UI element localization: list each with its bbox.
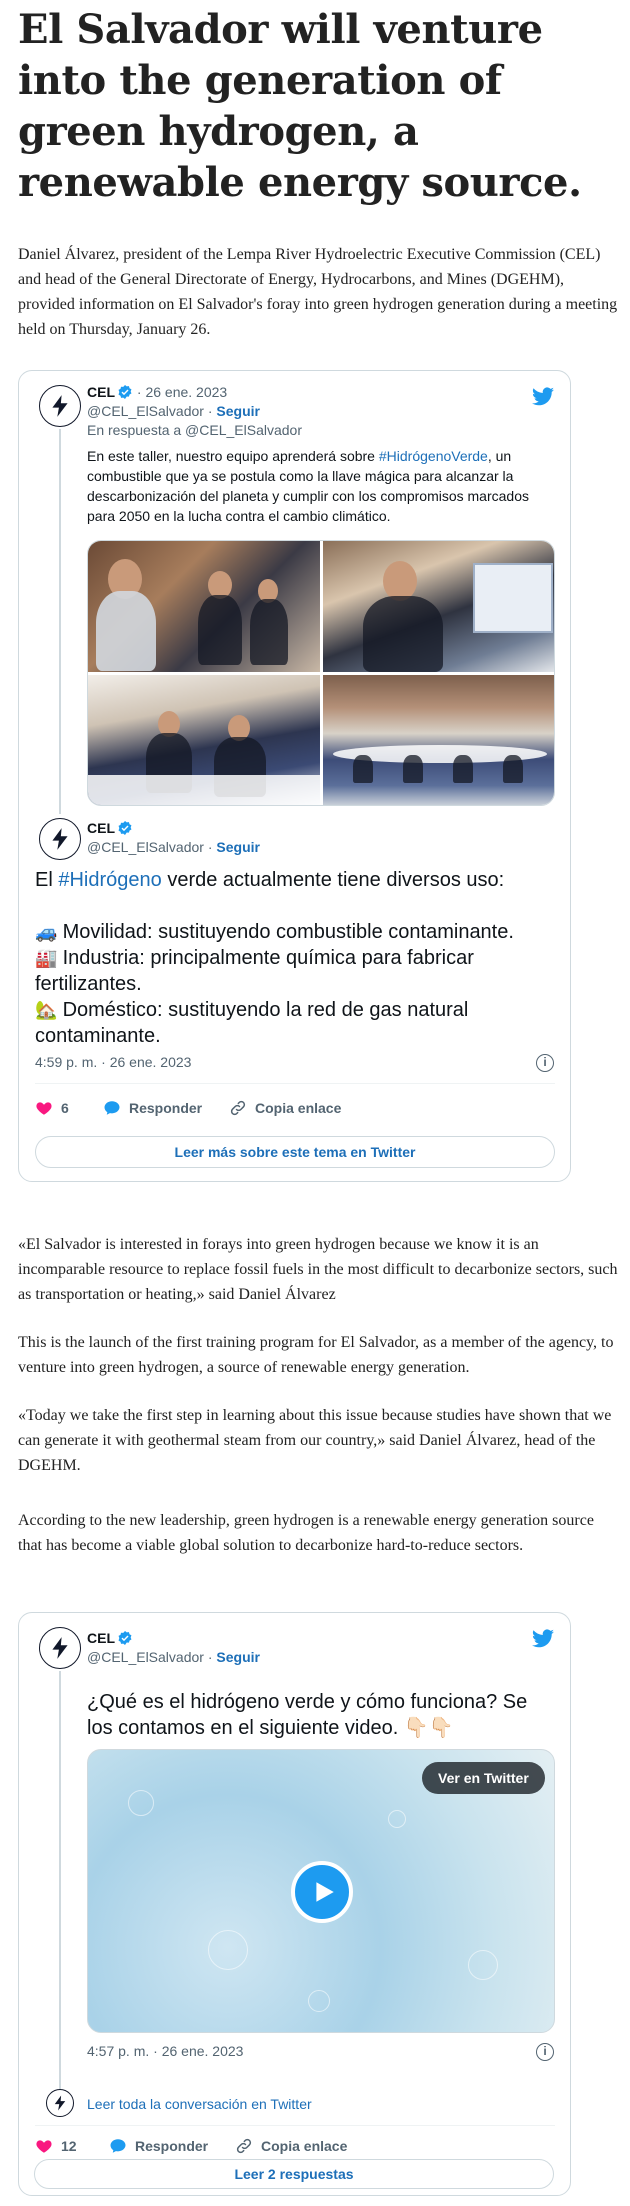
factory-emoji: 🏭 bbox=[35, 948, 58, 968]
like-count: 12 bbox=[61, 2138, 77, 2154]
cel-avatar-small[interactable] bbox=[46, 2089, 74, 2117]
article-intro: Daniel Álvarez, president of the Lempa River Hydroelectric Executive Commission (CEL) and head of the General Directorate of Energy, Hydrocarbons, and Mines (DGEHM), provided information on El Salvador's foray into green hydrogen generation during a meeting held on Thursday, January 26. bbox=[18, 246, 618, 338]
photo-workshop-1[interactable] bbox=[88, 541, 320, 672]
author-name[interactable]: CEL bbox=[87, 1630, 115, 1646]
use-industry: Industria: principalmente química para fabricar fertilizantes. bbox=[35, 947, 474, 995]
hashtag-link[interactable]: #HidrógenoVerde bbox=[378, 448, 488, 464]
author-handle[interactable]: @CEL_ElSalvador bbox=[87, 403, 204, 419]
tweet-header bbox=[87, 1629, 260, 1667]
read-conversation-link[interactable]: Leer toda la conversación en Twitter bbox=[87, 2096, 312, 2112]
tweet-text-part: El bbox=[35, 869, 59, 891]
article-headline: El Salvador will venture into the generation of green hydrogen, a renewable energy source. bbox=[18, 6, 582, 206]
cel-avatar[interactable] bbox=[39, 385, 81, 427]
cel-avatar[interactable] bbox=[39, 1627, 81, 1669]
separator-dot: · bbox=[203, 403, 217, 419]
divider bbox=[35, 2125, 555, 2126]
embedded-tweet-video bbox=[18, 1612, 571, 2196]
follow-button[interactable]: Seguir bbox=[216, 403, 260, 419]
lightning-logo-icon bbox=[47, 393, 73, 419]
read-replies-button[interactable]: Leer 2 respuestas bbox=[34, 2159, 554, 2189]
read-more-button[interactable]: Leer más sobre este tema en Twitter bbox=[35, 1136, 555, 1168]
follow-button[interactable]: Seguir bbox=[216, 1649, 260, 1665]
copy-link-label: Copia enlace bbox=[255, 1100, 342, 1116]
copy-link-button[interactable] bbox=[229, 1099, 341, 1117]
reply-to-label[interactable]: En respuesta a @CEL_ElSalvador bbox=[87, 422, 302, 438]
reply-bubble-icon bbox=[103, 1099, 121, 1117]
link-icon bbox=[229, 1099, 247, 1117]
copy-link-label: Copia enlace bbox=[261, 2138, 348, 2154]
twitter-bird-icon[interactable] bbox=[531, 385, 555, 409]
article-paragraph-2: This is the launch of the first training program for El Salvador, as a member of the agency, to venture into green hydrogen, a source of renewable energy generation. bbox=[18, 1334, 614, 1376]
parent-tweet-text bbox=[87, 446, 555, 526]
separator-dot: · bbox=[203, 839, 217, 855]
car-emoji: 🚙 bbox=[35, 922, 58, 942]
tweet-text-part: En este taller, nuestro equipo aprenderá sobre bbox=[87, 448, 379, 464]
tweet-date[interactable]: · 26 ene. 2023 bbox=[136, 384, 228, 400]
heart-icon bbox=[35, 1099, 53, 1117]
play-button[interactable] bbox=[291, 1861, 353, 1923]
tweet-text: ¿Qué es el hidrógeno verde y cómo funciona? Se los contamos en el siguiente video. 👇🏻👇🏻 bbox=[87, 1691, 528, 1739]
video-player[interactable] bbox=[87, 1749, 555, 2033]
twitter-bird-icon[interactable] bbox=[531, 1627, 555, 1651]
thread-line bbox=[59, 429, 61, 814]
article-quote-2: «Today we take the first step in learning about this issue because studies have shown that we can generate it with geothermal steam from our country,» said Daniel Álvarez, head of the DGEHM. bbox=[18, 1407, 612, 1474]
reply-bubble-icon bbox=[109, 2137, 127, 2155]
divider bbox=[35, 1083, 555, 1084]
author-handle[interactable]: @CEL_ElSalvador bbox=[87, 1649, 204, 1665]
tweet-timestamp[interactable]: 4:57 p. m. · 26 ene. 2023 bbox=[87, 2043, 244, 2059]
hashtag-link[interactable]: #Hidrógeno bbox=[58, 869, 162, 891]
photo-grid bbox=[87, 540, 555, 806]
like-button[interactable] bbox=[35, 2137, 77, 2155]
main-tweet-text bbox=[35, 867, 555, 1049]
verified-badge-icon bbox=[117, 820, 133, 836]
lightning-logo-icon bbox=[47, 1635, 73, 1661]
use-mobility: Movilidad: sustituyendo combustible contaminante. bbox=[62, 921, 514, 943]
reply-label: Responder bbox=[129, 1100, 203, 1116]
article-quote-1: «El Salvador is interested in forays into green hydrogen because we know it is an incomparable resource to replace fossil fuels in the most difficult to decarbonize sectors, such as transportation or heating,» said Daniel Álvarez bbox=[18, 1236, 618, 1303]
main-tweet-header bbox=[87, 819, 260, 857]
lightning-logo-icon bbox=[51, 2094, 69, 2112]
reply-label: Responder bbox=[135, 2138, 209, 2154]
photo-workshop-3[interactable] bbox=[88, 675, 320, 806]
cel-avatar[interactable] bbox=[39, 818, 81, 860]
author-name[interactable]: CEL bbox=[87, 384, 115, 400]
link-icon bbox=[235, 2137, 253, 2155]
parent-tweet-header bbox=[87, 383, 302, 440]
copy-link-button[interactable] bbox=[235, 2137, 347, 2155]
reply-button[interactable] bbox=[109, 2137, 208, 2155]
tweet-text-part: verde actualmente tiene diversos uso: bbox=[161, 869, 505, 891]
photo-workshop-2[interactable] bbox=[323, 541, 555, 672]
embedded-tweet-thread bbox=[18, 370, 571, 1182]
heart-icon bbox=[35, 2137, 53, 2155]
play-icon bbox=[311, 1879, 337, 1905]
reply-button[interactable] bbox=[103, 1099, 202, 1117]
thread-line bbox=[59, 1671, 61, 2089]
author-handle[interactable]: @CEL_ElSalvador bbox=[87, 839, 204, 855]
info-icon[interactable]: i bbox=[536, 2043, 554, 2061]
like-count: 6 bbox=[61, 1100, 69, 1116]
use-domestic: Doméstico: sustituyendo la red de gas natural contaminante. bbox=[35, 999, 469, 1047]
lightning-logo-icon bbox=[47, 826, 73, 852]
tweet-text-part: , un combustible que ya se postula como la llave mágica para alcanzar la descarbonización del planeta y cumplir con los compromisos marcados para 2050 en la lucha contra el cambio climático. bbox=[87, 448, 529, 524]
house-emoji: 🏡 bbox=[35, 1000, 58, 1020]
follow-button[interactable]: Seguir bbox=[216, 839, 260, 855]
like-button[interactable] bbox=[35, 1099, 69, 1117]
verified-badge-icon bbox=[117, 1630, 133, 1646]
verified-badge-icon bbox=[117, 384, 133, 400]
view-on-twitter-button[interactable]: Ver en Twitter bbox=[422, 1762, 545, 1794]
author-name[interactable]: CEL bbox=[87, 820, 115, 836]
separator-dot: · bbox=[203, 1649, 217, 1665]
article-paragraph-4: According to the new leadership, green hydrogen is a renewable energy generation source that has become a viable global solution to decarbonize hard-to-reduce sectors. bbox=[18, 1512, 594, 1554]
photo-workshop-4[interactable] bbox=[323, 675, 555, 806]
info-icon[interactable]: i bbox=[536, 1054, 554, 1072]
tweet-timestamp[interactable]: 4:59 p. m. · 26 ene. 2023 bbox=[35, 1054, 192, 1070]
